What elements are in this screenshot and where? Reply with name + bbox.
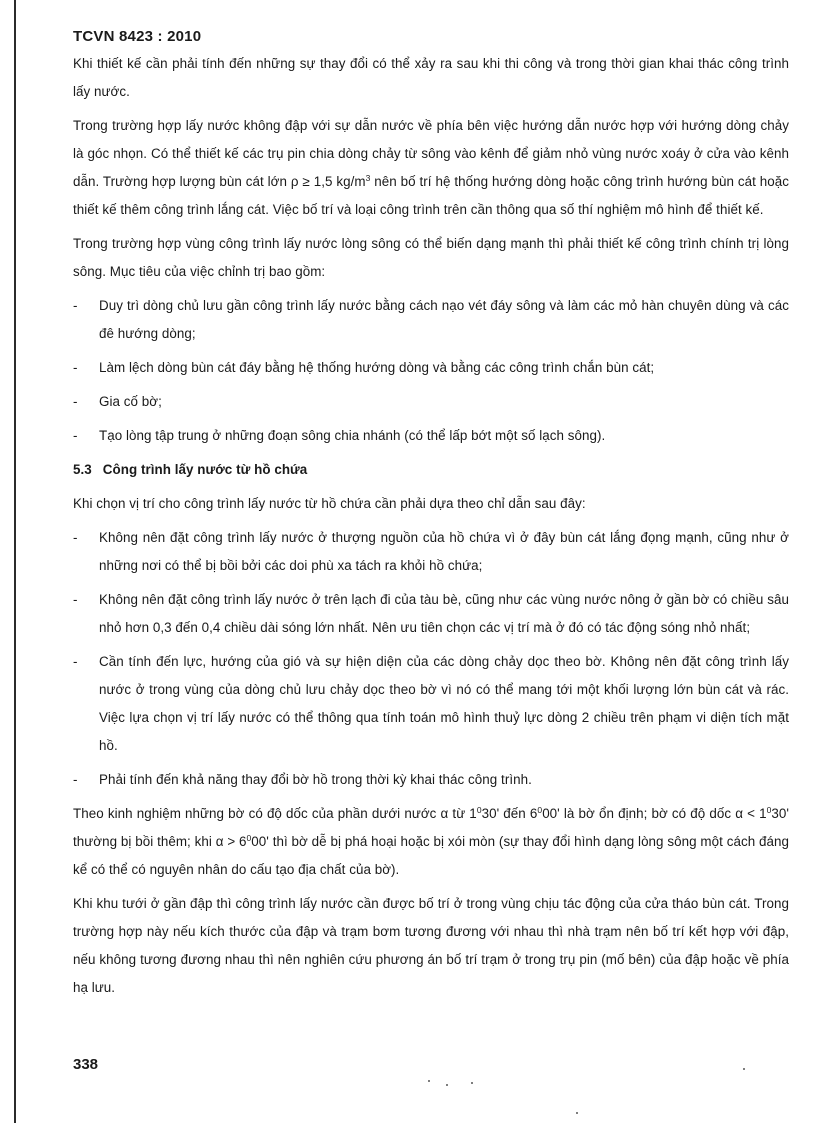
paragraph-text: Theo kinh nghiệm những bờ có độ dốc của phần dưới nước α từ 1: [73, 806, 477, 821]
bullet-dash: -: [73, 428, 78, 443]
paragraph-bank-slope: [73, 800, 789, 884]
section-heading-5-3: [73, 456, 789, 484]
scan-speck: [743, 1068, 745, 1070]
degree-superscript: 0: [476, 805, 482, 815]
degree-superscript: 0: [766, 805, 772, 815]
page-number: 338: [73, 1056, 99, 1073]
list-item: [73, 524, 789, 580]
paragraph-text: nên bố trí hệ thống hướng dòng hoặc công trình hướng bùn cát hoặc thiết kế thêm công trình lắng cát. Việc bố trí và loại công trình trên cần thông qua số thí nghiệm mô hình để thiết kế.: [73, 174, 789, 217]
list-item-text: Duy trì dòng chủ lưu gần công trình lấy nước bằng cách nạo vét đáy sông và làm các mỏ hàn chuyên dùng và các đê hướng dòng;: [99, 298, 789, 341]
list-item-text: Gia cố bờ;: [99, 394, 162, 409]
reservoir-intake-guidelines-list: [73, 524, 789, 794]
section-number: 5.3: [73, 462, 92, 477]
paragraph-text: 30' thường bị bồi thêm; khi α > 6: [73, 806, 789, 849]
paragraph-text: Trong trường hợp lấy nước không đập với sự dẫn nước về phía bên việc hướng dẫn nước hợp với hướng dòng chảy là góc nhọn. Có thể thiết kế các trụ pin chia dòng chảy từ sông vào kênh để giảm nhỏ vùng nước xoáy ở cửa vào kênh dẫn. Trường hợp lượng bùn cát lớn ρ ≥ 1,5 kg/m: [73, 118, 789, 189]
paragraph-river-training: Trong trường hợp vùng công trình lấy nước lòng sông có thể biến dạng mạnh thì phải thiết kế công trình chính trị lòng sông. Mục tiêu của việc chỉnh trị bao gồm:: [73, 236, 789, 279]
list-item: [73, 292, 789, 348]
degree-superscript: 0: [246, 833, 252, 843]
scan-speck: [428, 1080, 430, 1082]
paragraph-reservoir-intake: Khi chọn vị trí cho công trình lấy nước từ hồ chứa cần phải dựa theo chỉ dẫn sau đây:: [73, 496, 586, 511]
scan-speck: [471, 1082, 473, 1084]
list-item: [73, 648, 789, 760]
river-training-goals-list: [73, 292, 789, 450]
list-item-text: Không nên đặt công trình lấy nước ở trên lạch đi của tàu bè, cũng như các vùng nước nông ở gần bờ có chiều sâu nhỏ hơn 0,3 đến 0,4 chiều dài sóng lớn nhất. Nên ưu tiên chọn các vị trí mà ở đó có tác động sóng nhỏ nhất;: [99, 592, 789, 635]
intro-paragraph: Khi thiết kế cần phải tính đến những sự thay đổi có thể xảy ra sau khi thi công và trong thời gian khai thác công trình lấy nước.: [73, 56, 789, 99]
list-item-text: Không nên đặt công trình lấy nước ở thượng nguồn của hồ chứa vì ở đây bùn cát lắng đọng mạnh, cũng như ở những nơi có thể bị bồi bởi các doi phù xa tách ra khỏi hồ chứa;: [99, 530, 789, 573]
paragraph-text: 00' thì bờ dễ bị phá hoại hoặc bị xói mòn (sự thay đổi hình dạng lòng sông một cách đáng kể có thể có nguyên nhân do cấu tạo địa chất của bờ).: [73, 834, 789, 877]
bullet-dash: -: [73, 654, 78, 669]
superscript: 3: [365, 173, 371, 183]
bullet-dash: -: [73, 530, 78, 545]
bullet-dash: -: [73, 394, 78, 409]
list-item: [73, 354, 789, 382]
degree-superscript: 0: [537, 805, 543, 815]
bullet-dash: -: [73, 592, 78, 607]
paragraph-no-dam-intake: [73, 112, 789, 224]
list-item: [73, 766, 789, 794]
list-item: [73, 422, 789, 450]
bullet-dash: -: [73, 772, 78, 787]
list-item-text: Cần tính đến lực, hướng của gió và sự hiện diện của các dòng chảy dọc theo bờ. Không nên đặt công trình lấy nước ở trong vùng của dòng chủ lưu chảy dọc theo bờ vì nó có thể mang tới một khối lượng lớn bùn cát và rác. Việc lựa chọn vị trí lấy nước có thể thông qua tính toán mô hình thuỷ lực dòng 2 chiều trên phạm vi diện tích mặt hồ.: [99, 654, 789, 753]
section-title: Công trình lấy nước từ hồ chứa: [102, 462, 308, 477]
standard-header: TCVN 8423 : 2010: [73, 28, 202, 45]
bullet-dash: -: [73, 360, 78, 375]
list-item: [73, 388, 789, 416]
list-item-text: Tạo lòng tập trung ở những đoạn sông chia nhánh (có thể lấp bớt một số lạch sông).: [99, 428, 606, 443]
scan-speck: [446, 1084, 448, 1086]
paragraph-text: 30' đến 6: [481, 806, 538, 821]
list-item-text: Làm lệch dòng bùn cát đáy bằng hệ thống hướng dòng và bằng các công trình chắn bùn cát;: [99, 360, 655, 375]
list-item-text: Phải tính đến khả năng thay đổi bờ hồ trong thời kỳ khai thác công trình.: [99, 772, 532, 787]
scan-speck: [576, 1112, 578, 1114]
paragraph-pump-station: Khi khu tưới ở gần đập thì công trình lấy nước cần được bố trí ở trong vùng chịu tác động của cửa tháo bùn cát. Trong trường hợp này nếu kích thước của đập và trạm bơm tương đương với nhau thì nhà trạm nên bố trí kết hợp với đập, nếu không tương đương nhau thì nên nghiên cứu phương án bố trí trạm ở trong trụ pin (mố bên) của đập hoặc về phía hạ lưu.: [73, 896, 789, 995]
bullet-dash: -: [73, 298, 78, 313]
page-content: [73, 27, 789, 1008]
binding-edge-line: [14, 0, 16, 1123]
paragraph-text: 00' là bờ ổn định; bờ có độ dốc α < 1: [542, 806, 767, 821]
list-item: [73, 586, 789, 642]
